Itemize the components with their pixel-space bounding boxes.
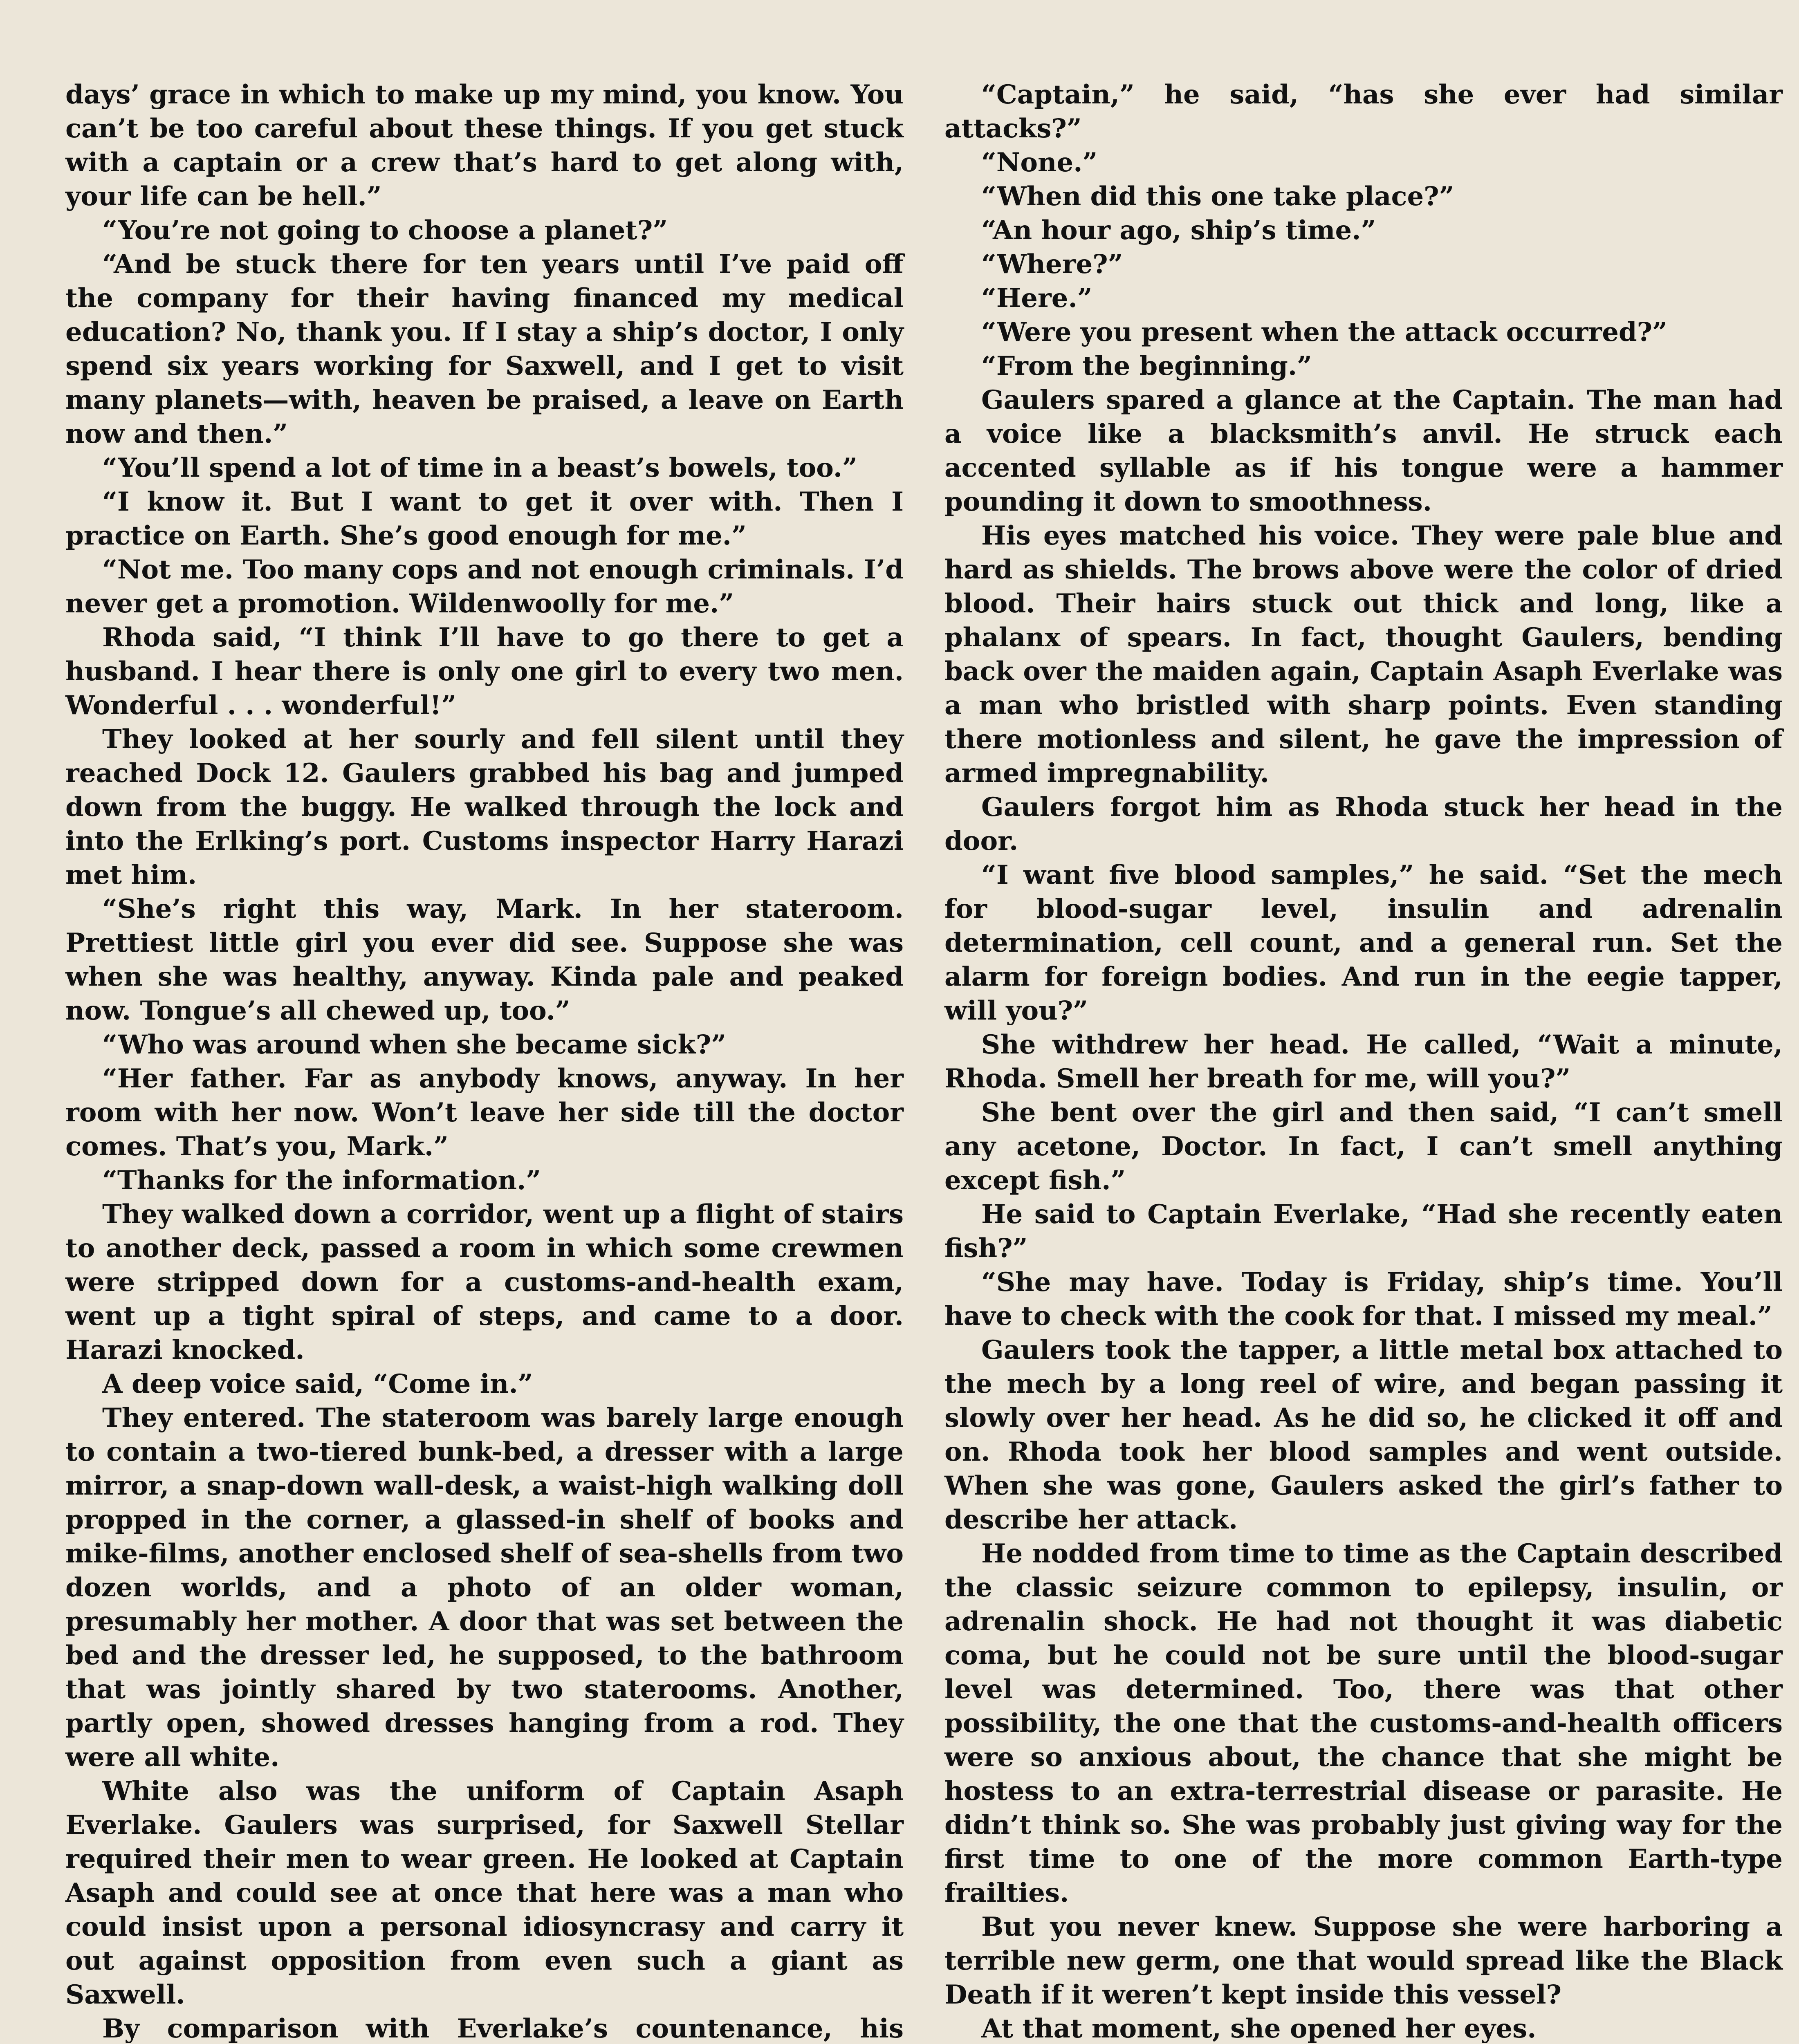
paragraph: They walked down a corridor, went up a flight of stairs to another deck, passed a room in which some crewmen were stripped down for a customs-and-health exam, went up a tight spiral of steps, and came to a door. Harazi knocked. (65, 1199, 904, 1365)
right-column-paragraphs (944, 78, 1783, 2044)
paragraph: He nodded from time to time as the Captain described the classic seizure common to epilepsy, insulin, or adrenalin shock. He had not thought it was diabetic coma, but he could not be sure until the blood-sugar level was determined. Too, there was that other possibility, the one that the customs-and-health officers were so anxious about, the chance that she might be hostess to an extra-terrestrial disease or parasite. He didn’t think so. She was probably just giving way for the first time to one of the more common Earth-type frailties. (944, 1538, 1783, 1908)
paragraph: “Who was around when she became sick?” (102, 1029, 727, 1060)
paragraph: She bent over the girl and then said, “I can’t smell any acetone, Doctor. In fact, I can’t smell anything except fish.” (944, 1097, 1783, 1196)
paragraph: By comparison with Everlake’s countenance, his (102, 2013, 904, 2044)
paragraph: “Not me. Too many cops and not enough criminals. I’d never get a promotion. Wildenwoolly for me.” (65, 554, 904, 619)
paragraph: “I know it. But I want to get it over with. Then I practice on Earth. She’s good enough for me.” (65, 486, 904, 551)
paragraph: “Where?” (981, 249, 1123, 280)
paragraph: His eyes matched his voice. They were pale blue and hard as shields. The brows above were the color of dried blood. Their hairs stuck out thick and long, like a phalanx of spears. In fact, thought Gaulers, bending back over the maiden again, Captain Asaph Everlake was a man who bristled with sharp points. Even standing there motionless and silent, he gave the impression of armed impregnability. (944, 520, 1783, 789)
paragraph: “You’ll spend a lot of time in a beast’s bowels, too.” (102, 453, 857, 483)
paragraph: “You’re not going to choose a planet?” (102, 215, 668, 246)
paragraph: At that moment, she opened her eyes. (981, 2013, 1537, 2044)
paragraph: “An hour ago, ship’s time.” (981, 215, 1376, 246)
paragraph: “I want five blood samples,” he said. “Set the mech for blood-sugar level, insulin and adrenalin determination, cell count, and a general run. Set the alarm for foreign bodies. And run in the eegie tapper, will you?” (944, 860, 1783, 1026)
paragraph: days’ grace in which to make up my mind, you know. You can’t be too careful about these things. If you get stuck with a captain or a crew that’s hard to get along with, your life can be hell.” (65, 79, 904, 212)
paragraph: Gaulers forgot him as Rhoda stuck her head in the door. (944, 792, 1783, 856)
paragraph: White also was the uniform of Captain Asaph Everlake. Gaulers was surprised, for Saxwell Stellar required their men to wear green. He looked at Captain Asaph and could see at once that here was a man who could insist upon a personal idiosyncrasy and carry it out against opposition from even such a giant as Saxwell. (65, 1776, 904, 2010)
paragraph: “When did this one take place?” (981, 181, 1454, 212)
left-text-column (65, 78, 904, 2044)
paragraph: “Captain,” he said, “has she ever had similar attacks?” (944, 79, 1783, 144)
paragraph: “And be stuck there for ten years until I’ve paid off the company for their having financed my medical education? No, thank you. If I stay a ship’s doctor, I only spend six years working for Saxwell, and I get to visit many planets—with, heaven be praised, a leave on Earth now and then.” (65, 249, 904, 449)
paragraph: “Thanks for the information.” (102, 1165, 541, 1196)
paragraph: “Were you present when the attack occurred?” (981, 317, 1667, 347)
paragraph: Gaulers spared a glance at the Captain. The man had a voice like a blacksmith’s anvil. He struck each accented syllable as if his tongue were a hammer pounding it down to smoothness. (944, 385, 1783, 517)
paragraph: “Here.” (981, 283, 1092, 314)
paragraph: He said to Captain Everlake, “Had she recently eaten fish?” (944, 1199, 1783, 1264)
right-text-column (944, 78, 1783, 2044)
paragraph: “She’s right this way, Mark. In her stateroom. Prettiest little girl you ever did see. Suppose she was when she was healthy, anyway. Kinda pale and peaked now. Tongue’s all chewed up, too.” (65, 894, 904, 1026)
paragraph: She withdrew her head. He called, “Wait a minute, Rhoda. Smell her breath for me, will you?” (944, 1029, 1783, 1094)
paragraph: Rhoda said, “I think I’ll have to go there to get a husband. I hear there is only one girl to every two men. Wonderful . . . wonderful!” (65, 622, 904, 721)
paragraph: “Her father. Far as anybody knows, anyway. In her room with her now. Won’t leave her side till the doctor comes. That’s you, Mark.” (65, 1063, 904, 1162)
paragraph: A deep voice said, “Come in.” (102, 1369, 533, 1399)
paragraph: They entered. The stateroom was barely large enough to contain a two-tiered bunk-bed, a dresser with a large mirror, a snap-down wall-desk, a waist-high walking doll propped in the corner, a glassed-in shelf of books and mike-films, another enclosed shelf of sea-shells from two dozen worlds, and a photo of an older woman, presumably her mother. A door that was set between the bed and the dresser led, he supposed, to the bathroom that was jointly shared by two staterooms. Another, partly open, showed dresses hanging from a rod. They were all white. (65, 1403, 904, 1773)
paragraph: “None.” (981, 147, 1098, 178)
paragraph: But you never knew. Suppose she were harboring a terrible new germ, one that would spread like the Black Death if it weren’t kept inside this vessel? (944, 1912, 1783, 2010)
paragraph: “She may have. Today is Friday, ship’s time. You’ll have to check with the cook for that. I missed my meal.” (944, 1267, 1783, 1331)
paragraph: They looked at her sourly and fell silent until they reached Dock 12. Gaulers grabbed his bag and jumped down from the buggy. He walked through the lock and into the Erlking’s port. Customs inspector Harry Harazi met him. (65, 724, 904, 890)
paragraph: Gaulers took the tapper, a little metal box attached to the mech by a long reel of wire, and began passing it slowly over her head. As he did so, he clicked it off and on. Rhoda took her blood samples and went outside. When she was gone, Gaulers asked the girl’s father to describe her attack. (944, 1335, 1783, 1535)
paragraph: “From the beginning.” (981, 351, 1312, 381)
